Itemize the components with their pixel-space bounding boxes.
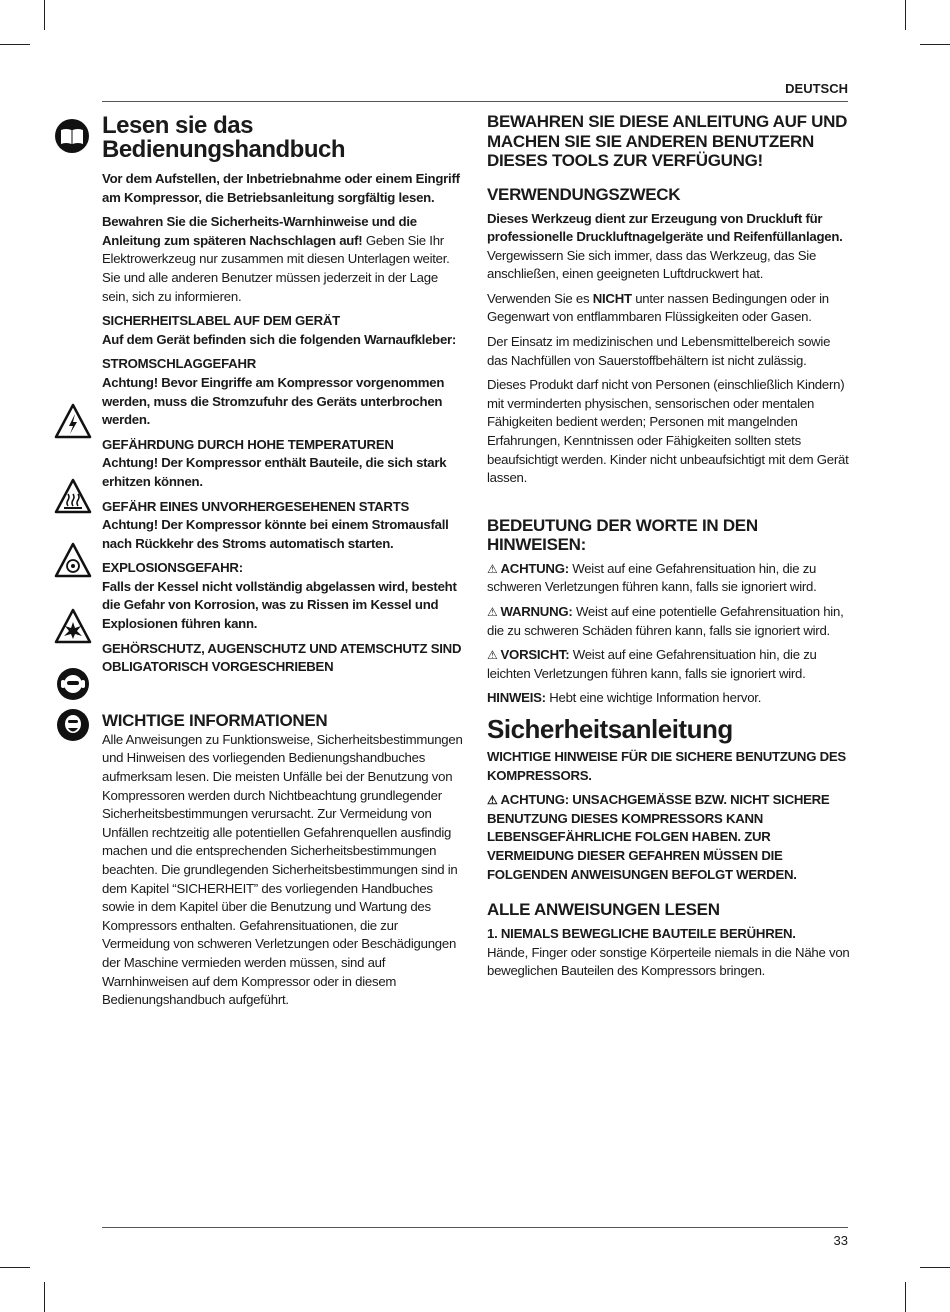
crop-mark [44, 0, 45, 30]
warning-text: Achtung! Bevor Eingriffe am Kompressor vorgenommen werden, muss die Stromzufuhr des Geräts unterbrochen werden. [102, 374, 445, 428]
warning-item [102, 498, 464, 554]
respiratory-protection-icon [56, 708, 90, 742]
keep-manual-heading: BEWAHREN SIE DIESE ANLEITUNG AUF UND MACHEN SIE SIE ANDEREN BENUTZERN DIESES TOOLS ZUR VERFÜGUNG! [487, 112, 848, 170]
purpose-bold: Dieses Werkzeug dient zur Erzeugung von Druckluft für professionelle Druckluftnagelgeräte und Reifenfüllanlagen. [487, 210, 843, 245]
keep-instructions-paragraph [102, 213, 464, 306]
warning-text: Achtung! Der Kompressor enthält Bauteile, die sich stark erhitzen können. [102, 455, 447, 489]
left-column [102, 112, 464, 1016]
rule-1-title: 1. NIEMALS BEWEGLICHE BAUTEILE BERÜHREN. [487, 926, 796, 942]
note-item [487, 689, 851, 708]
warning-title: STROMSCHLAGGEFAHR [102, 356, 256, 372]
signal-label: WARNUNG: [500, 604, 573, 619]
book-icon [54, 118, 90, 154]
signal-item [487, 603, 851, 640]
footer-rule [102, 1227, 848, 1228]
safety-labels-block [102, 312, 464, 349]
note-label: HINWEIS: [487, 690, 546, 706]
wet-conditions-paragraph [487, 290, 851, 327]
signal-item [487, 560, 851, 597]
note-text: Hebt eine wichtige Information hervor. [549, 690, 762, 706]
wet-pre: Verwenden Sie es [487, 290, 590, 306]
crop-mark [0, 1267, 30, 1268]
keep-instructions-text: Geben Sie Ihr Elektrowerkzeug nur zusammen mit diesen Unterlagen weiter. Sie und alle anderen Benutzer müssen jederzeit in der Lage sein, sich zu informieren. [102, 232, 450, 304]
signal-text: Weist auf eine Gefahrensituation hin, die zu schweren Verletzungen führen kann, falls sie ignoriert wird. [487, 560, 817, 595]
warning-triangle-icon: ⚠ [487, 605, 498, 619]
intro-text: Vor dem Aufstellen, der Inbetriebnahme oder einem Eingriff am Kompressor, die Betriebsanleitung sorgfältig lesen. [102, 171, 460, 205]
crop-mark [905, 1282, 906, 1312]
purpose-paragraph [487, 210, 851, 284]
signal-label: VORSICHT: [500, 647, 570, 663]
hot-surface-icon [54, 478, 92, 514]
safety-sub: WICHTIGE HINWEISE FÜR DIE SICHERE BENUTZUNG DES KOMPRESSORS. [487, 748, 846, 783]
signal-words-heading: BEDEUTUNG DER WORTE IN DEN HINWEISEN: [487, 515, 758, 554]
warning-text: Falls der Kessel nicht vollständig abgelassen wird, besteht die Gefahr von Korrosion, was zu Rissen im Kessel und Explosionen führen kann. [102, 578, 457, 632]
warning-title: GEFÄHRDUNG DURCH HOHE TEMPERATUREN [102, 436, 394, 452]
crop-mark [920, 44, 950, 45]
warning-title: GEFÄHR EINES UNVORHERGESEHENEN STARTS [102, 498, 410, 514]
crop-mark [44, 1282, 45, 1312]
medical-use-text: Der Einsatz im medizinischen und Lebensmittelbereich sowie das Nachfüllen von Sauerstoffbehältern ist nicht zulässig. [487, 334, 831, 368]
signal-item [487, 646, 851, 683]
warning-title: EXPLOSIONSGEFAHR: [102, 560, 243, 576]
crop-mark [0, 44, 30, 45]
purpose-heading: VERWENDUNGSZWECK [487, 184, 681, 204]
crop-mark [920, 1267, 950, 1268]
rule-1 [487, 925, 851, 981]
safety-labels-sub: Auf dem Gerät befinden sich die folgenden Warnaufkleber: [102, 331, 457, 347]
purpose-text: Vergewissern Sie sich immer, dass das Werkzeug, das Sie anschließen, einen geeigneten Luftdruckwert hat. [487, 247, 817, 282]
warning-item [102, 355, 464, 429]
persons-text: Dieses Produkt darf nicht von Personen (einschließlich Kindern) mit verminderten physischen, sensorischen oder mentalen Fähigkeiten bedient werden; Personen mit mangelnden Erfahrungen, Kenntnissen oder Fähigkeiten sollten stets beaufsichtigt werden. Kinder nicht unbeaufsichtigt mit dem Gerät lassen. [487, 377, 849, 486]
language-label: DEUTSCH [785, 81, 848, 96]
electric-shock-icon [54, 403, 92, 439]
safety-instructions-title: Sicherheitsanleitung [487, 713, 733, 744]
warning-triangle-icon: ⚠ [487, 648, 498, 663]
safety-labels-heading: SICHERHEITSLABEL AUF DEM GERÄT [102, 313, 340, 329]
safety-warning-text: ACHTUNG: UNSACHGEMÄSSE BZW. NICHT SICHERE BENUTZUNG DIESES KOMPRESSORS KANN LEBENSGEFÄHRLICHE FOLGEN HABEN. ZUR VERMEIDUNG DIESER GEFAHREN MÜSSEN DIE FOLGENDEN ANWEISUNGEN BEFOLGT WERDEN. [487, 792, 830, 882]
crop-mark [905, 0, 906, 30]
header-rule [102, 101, 848, 102]
read-all-heading: ALLE ANWEISUNGEN LESEN [487, 900, 720, 920]
signal-text: Weist auf eine potentielle Gefahrensituation hin, die zu schweren Schäden führen kann, falls sie ignoriert wird. [487, 604, 844, 638]
read-manual-title: Lesen sie das Bedienungshandbuch [102, 112, 345, 163]
warning-triangle-icon: ⚠ [487, 561, 498, 576]
warning-item [102, 559, 464, 633]
warning-text: Achtung! Der Kompressor könnte bei einem Stromausfall nach Rückkehr des Stroms automatisch starten. [102, 517, 449, 551]
wet-bold: NICHT [592, 290, 632, 306]
important-info-heading: WICHTIGE INFORMATIONEN [102, 710, 328, 730]
signal-text: Weist auf eine Gefahrensituation hin, die zu leichten Verletzungen führen kann, falls sie ignoriert wird. [487, 647, 817, 681]
hearing-eye-protection-icon [56, 667, 90, 701]
wet-post: unter nassen Bedingungen oder in Gegenwart von entflammbaren Flüssigkeiten oder Gasen. [487, 290, 829, 325]
explosion-icon [54, 608, 92, 644]
warning-item [102, 436, 464, 492]
rule-1-text: Hände, Finger oder sonstige Körperteile niemals in die Nähe von beweglichen Bauteilen des Kompressors bringen. [487, 944, 850, 979]
important-info-text: Alle Anweisungen zu Funktionsweise, Sicherheitsbestimmungen und Hinweisen des vorliegenden Bedienungshandbuches aufmerksam lesen. Die meisten Unfälle bei der Benutzung von Kompressoren werden durch Nichtbeachtung grundlegender Sicherheitsbestimmungen verursacht. Zur Vermeidung von Unfällen rechtzeitig alle potentiellen Gefahrenquellen ausfindig machen und die entsprechenden Sicherheitsbestimmungen beachten. Die grundlegenden Sicherheitsbestimmungen sind in dem Kapitel “SICHERHEIT” des vorliegenden Handbuches sowie in dem Kapitel über die Benutzung und Wartung des Kompressors enthalten. Gefahrensituationen, die zur Vermeidung von schweren Verletzungen oder Beschädigungen der Maschine vermieden werden müssen, sind auf Warnhinweisen auf dem Kompressor oder in diesem Bedienungshandbuch aufgeführt. [102, 731, 463, 1008]
warning-triangle-icon: ⚠ [487, 793, 498, 808]
right-column [487, 112, 851, 987]
signal-label: ACHTUNG: [500, 560, 569, 576]
keep-instructions-bold: Bewahren Sie die Sicherheits-Warnhinweise und die Anleitung zum späteren Nachschlagen auf! [102, 214, 417, 248]
safety-warning [487, 791, 851, 884]
page-number: 33 [833, 1233, 848, 1248]
auto-start-icon [54, 542, 92, 578]
ppe-required-text: GEHÖRSCHUTZ, AUGENSCHUTZ UND ATEMSCHUTZ SIND OBLIGATORISCH VORGESCHRIEBEN [102, 640, 462, 675]
